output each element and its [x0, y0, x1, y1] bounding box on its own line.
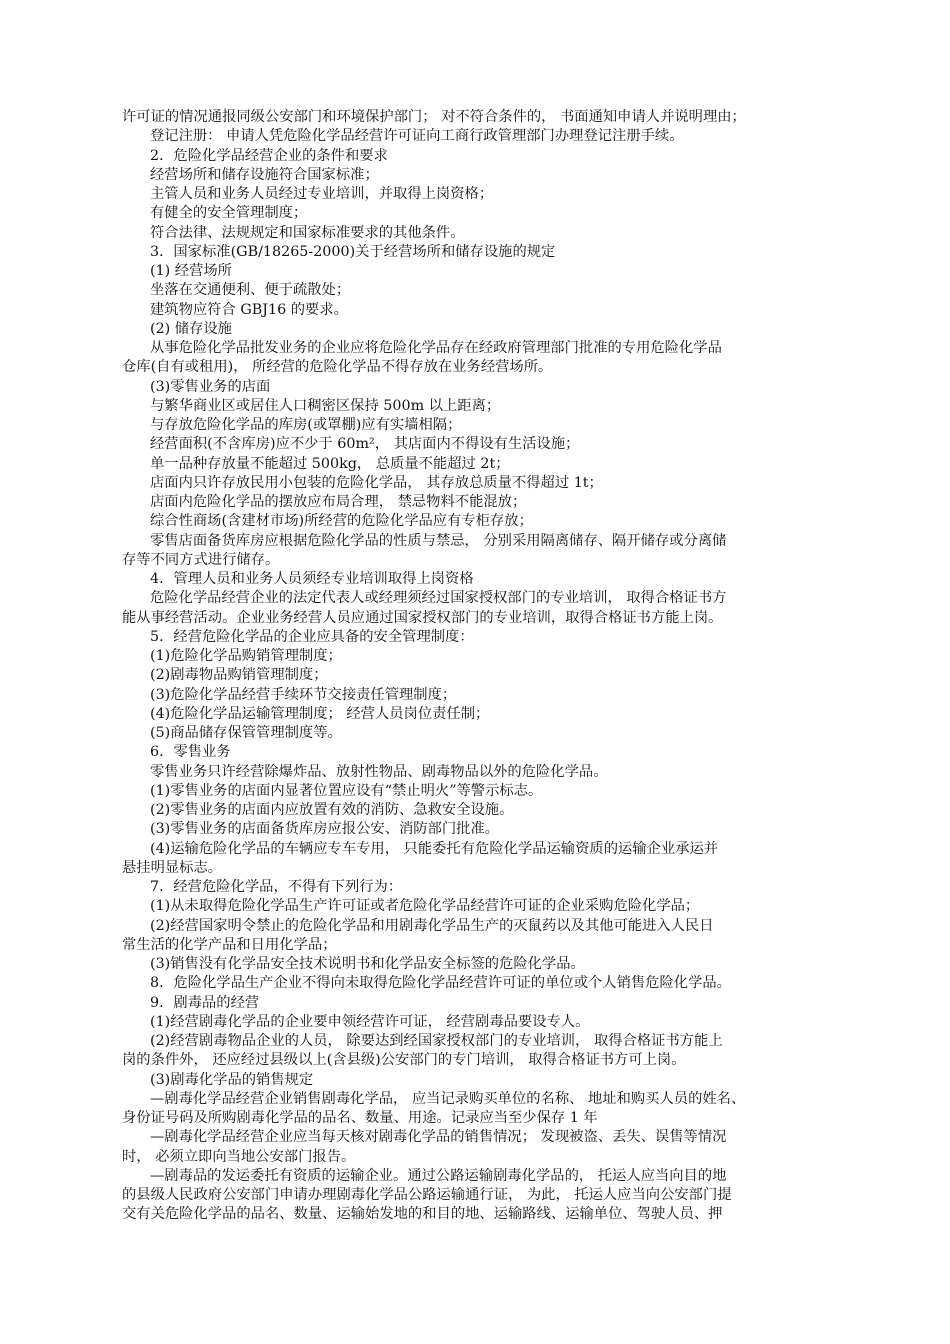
text-line: (5)商品储存保管管理制度等。 [150, 725, 342, 741]
text-line: 时， 必须立即向当地公安部门报告。 [122, 1148, 356, 1165]
text-line: 零售业务只许经营除爆炸品、放射性物品、剧毒物品以外的危险化学品。 [150, 763, 608, 780]
text-line: 店面内只许存放民用小包装的危险化学品， 其存放总质量不得超过 1t； [150, 474, 603, 491]
text-line: 仓库(自有或租用)， 所经营的危险化学品不得存放在业务经营场所。 [122, 359, 553, 376]
text-line: 3．国家标准(GB/18265-2000)关于经营场所和储存设施的规定 [150, 243, 556, 260]
text-line: (1)经营剧毒化学品的企业要申领经营许可证， 经营剧毒品要设专人。 [150, 1013, 590, 1030]
text-line: 7．经营危险化学品，不得有下列行为： [150, 879, 403, 895]
text-line: (3)剧毒化学品的销售规定 [150, 1071, 314, 1088]
text-line: (1) 经营场所 [150, 263, 232, 279]
text-line: 存等不同方式进行储存。 [122, 551, 280, 568]
text-line: 常生活的化学产品和日用化学品； [122, 936, 337, 953]
text-line: 交有关危险化学品的品名、数量、运输始发地的和目的地、运输路线、运输单位、驾驶人员、押 [122, 1206, 723, 1223]
document-body [122, 108, 834, 1225]
text-line: 店面内危险化学品的摆放应布局合理， 禁忌物料不能混放； [150, 494, 527, 510]
text-line: 有健全的安全管理制度； [150, 205, 308, 222]
text-line: 与繁华商业区或居住人口稠密区保持 500m 以上距离； [150, 397, 501, 414]
text-line: 6．零售业务 [150, 744, 231, 761]
text-line: 的县级人民政府公安部门申请办理剧毒化学品公路运输通行证， 为此， 托运人应当向公安部门提 [122, 1187, 732, 1203]
text-line: (2)经营国家明令禁止的危险化学品和用剧毒化学品生产的灭鼠药以及其他可能进入人民日 [150, 917, 714, 934]
text-line: (2) 储存设施 [150, 320, 232, 337]
text-line: 身份证号码及所购剧毒化学品的品名、数量、用途。记录应当至少保存 1 年 [122, 1110, 598, 1126]
text-line: (4)危险化学品运输管理制度； 经营人员岗位责任制； [150, 705, 490, 722]
text-line: 8．危险化学品生产企业不得向未取得危险化学品经营许可证的单位或个人销售危险化学品。 [150, 975, 731, 992]
text-line: 建筑物应符合 GBJ16 的要求。 [150, 301, 348, 318]
text-line: (3)销售没有化学品安全技术说明书和化学品安全标签的危险化学品。 [150, 956, 585, 972]
text-line: (1)零售业务的店面内显著位置应设有“禁止明火”等警示标志。 [150, 782, 543, 799]
text-line: 2．危险化学品经营企业的条件和要求 [150, 147, 388, 164]
text-line: 单一品种存放量不能超过 500kg， 总质量不能超过 2t； [150, 455, 510, 472]
text-line: 悬挂明显标志。 [122, 859, 223, 876]
text-line: (1)从未取得危险化学品生产许可证或者危险化学品经营许可证的企业采购危险化学品； [150, 898, 700, 915]
text-line: (3)零售业务的店面 [150, 378, 271, 395]
text-line: 许可证的情况通报同级公安部门和环境保护部门； 对不符合条件的， 书面通知申请人并说明理由； [122, 109, 746, 125]
text-line: 4．管理人员和业务人员须经专业培训取得上岗资格 [150, 571, 474, 587]
text-line: 5．经营危险化学品的企业应具备的安全管理制度： [150, 628, 474, 645]
text-line: 登记注册： 申请人凭危险化学品经营许可证向工商行政管理部门办理登记注册手续。 [150, 128, 684, 145]
text-line: —剧毒化学品经营企业销售剧毒化学品， 应当记录购买单位的名称、 地址和购买人员的姓名、 [150, 1090, 746, 1107]
text-line: 危险化学品经营企业的法定代表人或经理须经过国家授权部门的专业培训， 取得合格证书方 [150, 590, 727, 607]
text-line: 能从事经营活动。企业业务经营人员应通过国家授权部门的专业培训，取得合格证书方能上岗。 [122, 609, 723, 626]
text-line: (4)运输危险化学品的车辆应专车专用， 只能委托有危险化学品运输资质的运输企业承运并 [150, 840, 719, 857]
text-line: 从事危险化学品批发业务的企业应将危险化学品存在经政府管理部门批准的专用危险化学品 [150, 340, 722, 356]
text-line: 综合性商场(含建材市场)所经营的危险化学品应有专柜存放； [150, 513, 533, 530]
text-line: (2)零售业务的店面内应放置有效的消防、急救安全设施。 [150, 802, 514, 818]
text-line: 经营场所和储存设施符合国家标准； [150, 166, 379, 183]
text-line: 岗的条件外， 还应经过县级以上(含县级)公安部门的专门培训， 取得合格证书方可上岗。 [122, 1052, 686, 1069]
text-line: 符合法律、法规规定和国家标准要求的其他条件。 [150, 224, 465, 241]
text-line: 与存放危险化学品的库房(或罩棚)应有实墙相隔； [150, 417, 462, 433]
text-line: (3)危险化学品经营手续环节交接责任管理制度； [150, 686, 457, 703]
text-line: —剧毒品的发运委托有资质的运输企业。通过公路运输剧毒化学品的， 托运人应当向目的地 [150, 1167, 727, 1184]
text-line: (3)零售业务的店面备货库房应报公安、消防部门批准。 [150, 821, 500, 838]
text-line: (2)经营剧毒物品企业的人员， 除要达到经国家授权部门的专业培训， 取得合格证书方能上 [150, 1033, 723, 1049]
text-line: 零售店面备货库房应根据危险化学品的性质与禁忌， 分别采用隔离储存、隔开储存或分离储 [150, 532, 727, 549]
text-line: —剧毒化学品经营企业应当每天核对剧毒化学品的销售情况； 发现被盗、丢失、误售等情况 [150, 1129, 727, 1146]
text-line: (2)剧毒物品购销管理制度； [150, 667, 328, 684]
text-line: 经营面积(不含库房)应不少于 60m²， 其店面内不得设有生活设施； [150, 436, 580, 453]
text-line: 主管人员和业务人员经过专业培训，并取得上岗资格； [150, 186, 494, 202]
text-line: 坐落在交通便利、便于疏散处； [150, 282, 351, 299]
text-line: 9．剧毒品的经营 [150, 994, 260, 1011]
text-line: (1)危险化学品购销管理制度； [150, 648, 342, 664]
